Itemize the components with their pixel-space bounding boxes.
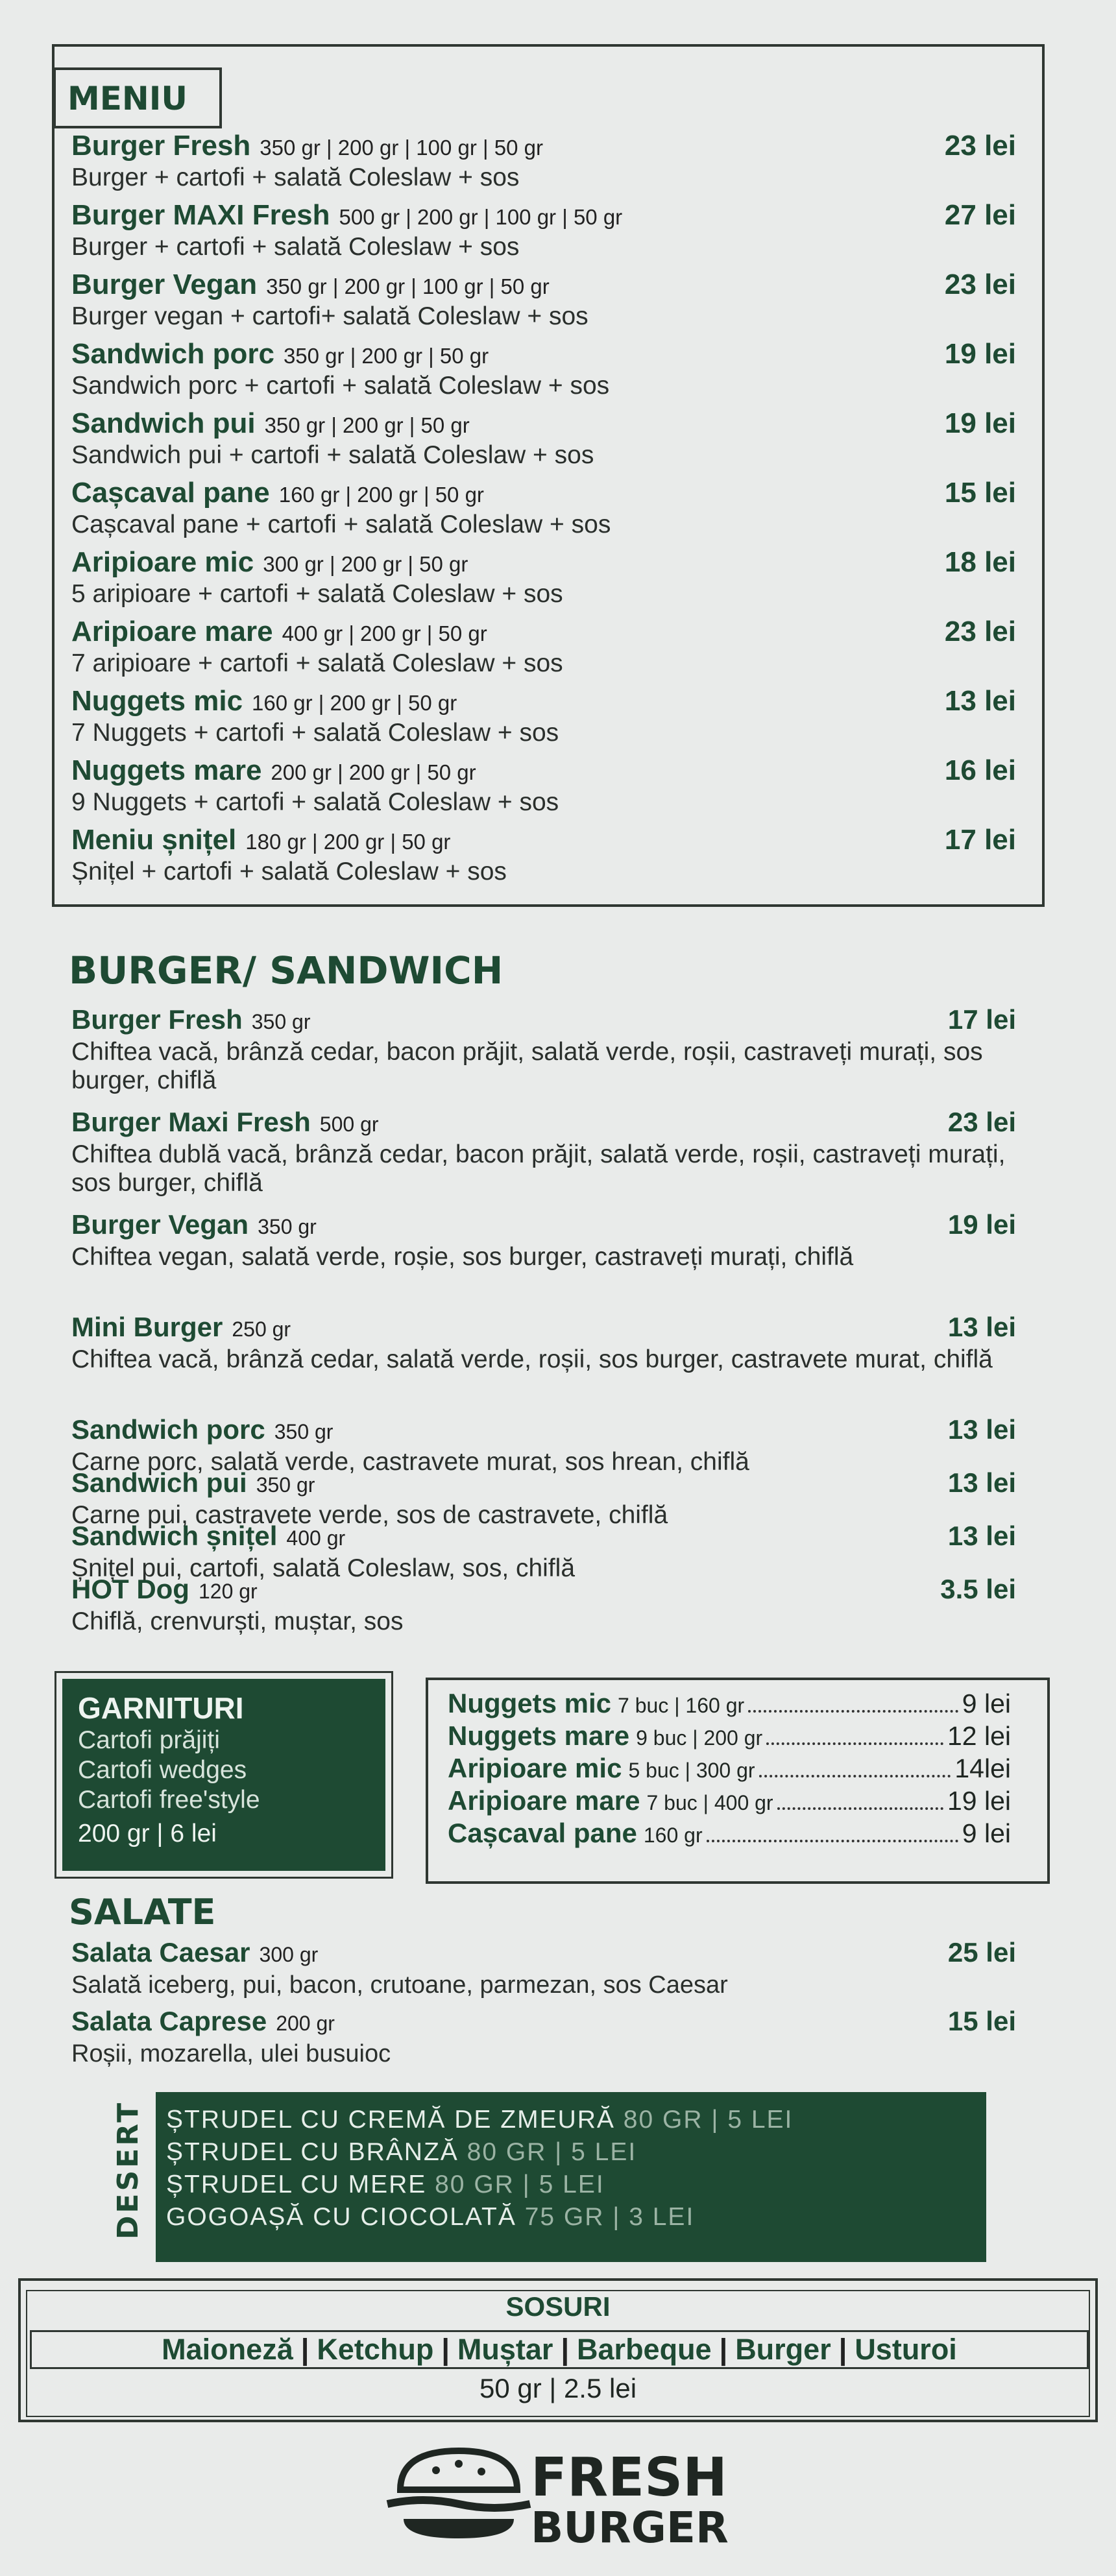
garnituri-title: GARNITURI — [78, 1691, 244, 1725]
menu-item — [71, 685, 1016, 747]
desert-item-name: ȘTRUDEL CU BRÂNZĂ — [166, 2138, 459, 2166]
item-description: Chiflă, crenvurști, muștar, sos — [71, 1607, 404, 1635]
item-name: Burger Fresh — [71, 130, 251, 162]
item-name: Burger Vegan — [71, 1209, 249, 1240]
item-name: HOT Dog — [71, 1574, 189, 1604]
garnituri-item: Cartofi prăjiți — [78, 1726, 220, 1754]
item-name: Cașcaval pane — [71, 477, 270, 509]
item-price: 13 lei — [947, 1467, 1016, 1498]
item-price: 19 lei — [944, 407, 1016, 439]
burger-section-title: BURGER/ SANDWICH — [69, 948, 503, 993]
garnituri-price: 200 gr | 6 lei — [78, 1820, 217, 1848]
item-description: Sandwich porc + cartofi + salată Coleslaw + sos — [71, 372, 610, 400]
item-name: Meniu șnițel — [71, 824, 237, 856]
item-weight: 300 gr — [259, 1943, 319, 1966]
sauce-item: Ketchup — [317, 2333, 434, 2366]
item-description: Burger + cartofi + salată Coleslaw + sos — [71, 163, 520, 191]
item-weight: 160 gr | 200 gr | 50 gr — [278, 483, 484, 507]
item-name: Sandwich pui — [71, 1467, 247, 1498]
item-price: 19 lei — [944, 338, 1016, 370]
item-price: 15 lei — [947, 2006, 1016, 2036]
menu-item — [71, 269, 1016, 331]
item-name: Salata Caesar — [71, 1937, 250, 1968]
side-name: Aripioare mic — [448, 1753, 622, 1783]
desert-item — [166, 2104, 986, 2136]
item-price: 25 lei — [947, 1937, 1016, 1968]
item-price: 3.5 lei — [940, 1574, 1016, 1604]
menu-item — [71, 1312, 1016, 1374]
sauce-item: Muștar — [457, 2333, 553, 2366]
menu-item — [71, 1574, 1016, 1636]
menu-item — [71, 1209, 1016, 1271]
item-description: Burger + cartofi + salată Coleslaw + sos — [71, 233, 520, 261]
item-description: 7 aripioare + cartofi + salată Coleslaw + sos — [71, 649, 563, 677]
item-weight: 350 gr — [256, 1473, 315, 1497]
item-name: Sandwich pui — [71, 407, 256, 439]
item-description: 7 Nuggets + cartofi + salată Coleslaw + sos — [71, 719, 559, 747]
side-name: Nuggets mic — [448, 1688, 612, 1718]
item-description: Șnițel + cartofi + salată Coleslaw + sos — [71, 858, 507, 885]
sauce-item: Burger — [735, 2333, 831, 2366]
desert-item-detail: 80 GR | 5 LEI — [435, 2171, 605, 2198]
item-description: Carne porc, salată verde, castravete murat, sos hrean, chiflă — [71, 1448, 749, 1476]
item-price: 13 lei — [944, 685, 1016, 717]
desert-label: DESERT — [112, 2100, 145, 2240]
item-description: Salată iceberg, pui, bacon, crutoane, parmezan, sos Caesar — [71, 1971, 728, 1999]
item-description: 5 aripioare + cartofi + salată Coleslaw + sos — [71, 580, 563, 608]
sauce-item: Usturoi — [855, 2333, 957, 2366]
item-description: Burger vegan + cartofi+ salată Coleslaw + sos — [71, 302, 588, 330]
menu-item — [71, 616, 1016, 678]
menu-item — [71, 1107, 1016, 1198]
menu-item — [71, 824, 1016, 886]
menu-item — [71, 1004, 1016, 1095]
item-price: 18 lei — [944, 546, 1016, 578]
menu-item — [71, 130, 1016, 192]
menu-item — [71, 754, 1016, 817]
menu-item — [71, 546, 1016, 608]
item-description: Roșii, mozarella, ulei busuioc — [71, 2040, 391, 2067]
item-description: Cașcaval pane + cartofi + salată Coleslaw + sos — [71, 511, 611, 538]
item-weight: 350 gr | 200 gr | 100 gr | 50 gr — [260, 136, 543, 160]
desert-item-detail: 80 GR | 5 LEI — [623, 2106, 794, 2134]
salate-section-title: SALATE — [69, 1892, 216, 1932]
garnituri-item: Cartofi wedges — [78, 1756, 247, 1784]
desert-item-name: ȘTRUDEL CU MERE — [166, 2171, 427, 2198]
item-name: Nuggets mare — [71, 754, 262, 786]
item-price: 16 lei — [944, 754, 1016, 786]
item-weight: 350 gr — [258, 1215, 317, 1238]
item-weight: 350 gr | 200 gr | 50 gr — [264, 413, 470, 437]
item-name: Mini Burger — [71, 1312, 223, 1342]
desert-item — [166, 2169, 986, 2201]
item-description: Șnițel pui, cartofi, salată Coleslaw, sos, chiflă — [71, 1554, 576, 1582]
item-weight: 200 gr | 200 gr | 50 gr — [271, 760, 476, 784]
item-name: Aripioare mic — [71, 546, 254, 578]
menu-item — [71, 199, 1016, 261]
item-weight: 120 gr — [198, 1580, 258, 1603]
item-name: Aripioare mare — [71, 616, 273, 647]
side-item — [448, 1818, 1011, 1850]
item-name: Sandwich porc — [71, 1414, 265, 1445]
sauce-list: Maioneză | Ketchup | Muștar | Barbeque | Burger | Usturoi — [30, 2331, 1089, 2368]
logo-line-2: BURGER — [531, 2503, 729, 2553]
side-name: Nuggets mare — [448, 1720, 630, 1751]
item-weight: 250 gr — [232, 1318, 291, 1341]
menu-section-title: MENIU — [53, 67, 222, 128]
menu-item — [71, 477, 1016, 539]
sosuri-title: SOSURI — [505, 2291, 611, 2322]
side-price: 14lei — [954, 1753, 1011, 1783]
item-price: 17 lei — [944, 824, 1016, 856]
burger-logo-icon — [384, 2444, 533, 2542]
side-name: Cașcaval pane — [448, 1818, 637, 1848]
item-description: Chiftea vacă, brânză cedar, salată verde, roșii, sos burger, castravete murat, chiflă — [71, 1345, 993, 1373]
item-price: 19 lei — [947, 1209, 1016, 1240]
item-name: Burger Maxi Fresh — [71, 1107, 311, 1137]
menu-item — [71, 338, 1016, 400]
desert-item-list — [166, 2104, 986, 2233]
item-description: 9 Nuggets + cartofi + salată Coleslaw + sos — [71, 788, 559, 816]
item-price: 23 lei — [944, 130, 1016, 162]
item-price: 13 lei — [947, 1312, 1016, 1342]
side-price: 12 lei — [947, 1721, 1011, 1751]
side-detail: 9 buc | 200 gr — [636, 1726, 763, 1750]
item-weight: 500 gr | 200 gr | 100 gr | 50 gr — [339, 205, 623, 229]
side-item — [448, 1785, 1011, 1818]
garnituri-item: Cartofi free'style — [78, 1786, 260, 1814]
item-price: 13 lei — [947, 1414, 1016, 1445]
item-weight: 350 gr — [274, 1420, 334, 1443]
desert-item-detail: 80 GR | 5 LEI — [467, 2138, 637, 2166]
item-description: Chiftea vacă, brânză cedar, bacon prăjit, salată verde, roșii, castraveți murați, sos burger, chiflă — [71, 1038, 983, 1094]
item-name: Salata Caprese — [71, 2006, 267, 2036]
item-weight: 400 gr — [286, 1526, 346, 1550]
side-item — [448, 1688, 1011, 1720]
side-price: 9 lei — [962, 1689, 1011, 1718]
item-weight: 350 gr | 200 gr | 50 gr — [283, 344, 489, 368]
item-price: 23 lei — [947, 1107, 1016, 1137]
desert-item — [166, 2201, 986, 2233]
item-name: Nuggets mic — [71, 685, 243, 717]
side-item — [448, 1753, 1011, 1785]
item-description: Chiftea vegan, salată verde, roșie, sos burger, castraveți murați, chiflă — [71, 1243, 854, 1271]
item-weight: 350 gr — [251, 1010, 311, 1033]
desert-item — [166, 2136, 986, 2169]
item-weight: 300 gr | 200 gr | 50 gr — [263, 552, 468, 576]
sosuri-price: 50 gr | 2.5 lei — [479, 2373, 637, 2403]
item-description: Chiftea dublă vacă, brânză cedar, bacon prăjit, salată verde, roșii, castraveți murați, sos burger, chiflă — [71, 1140, 1006, 1197]
item-description: Sandwich pui + cartofi + salată Coleslaw + sos — [71, 441, 594, 469]
item-weight: 180 gr | 200 gr | 50 gr — [245, 830, 451, 854]
item-price: 13 lei — [947, 1521, 1016, 1551]
side-item — [448, 1720, 1011, 1753]
desert-item-name: GOGOAȘĂ CU CIOCOLATĂ — [166, 2203, 516, 2231]
side-detail: 7 buc | 400 gr — [646, 1791, 773, 1814]
item-weight: 200 gr — [276, 2012, 335, 2035]
item-description: Carne pui, castravete verde, sos de castravete, chiflă — [71, 1501, 668, 1529]
sides-list — [448, 1688, 1011, 1850]
item-name: Burger Vegan — [71, 269, 258, 300]
desert-item-detail: 75 GR | 3 LEI — [524, 2203, 695, 2231]
side-name: Aripioare mare — [448, 1785, 640, 1816]
side-detail: 5 buc | 300 gr — [628, 1759, 755, 1782]
side-price: 19 lei — [947, 1786, 1011, 1816]
item-price: 15 lei — [944, 477, 1016, 509]
menu-item — [71, 1937, 1016, 1999]
menu-item — [71, 2006, 1016, 2068]
item-price: 17 lei — [947, 1004, 1016, 1035]
item-weight: 350 gr | 200 gr | 100 gr | 50 gr — [266, 274, 550, 298]
sauce-item: Maioneză — [162, 2333, 293, 2366]
logo-line-1: FRESH — [531, 2447, 727, 2509]
item-name: Sandwich porc — [71, 338, 274, 370]
item-price: 27 lei — [944, 199, 1016, 231]
item-price: 23 lei — [944, 616, 1016, 647]
item-name: Burger MAXI Fresh — [71, 199, 330, 231]
sauce-item: Barbeque — [577, 2333, 712, 2366]
item-weight: 160 gr | 200 gr | 50 gr — [252, 691, 457, 715]
side-detail: 7 buc | 160 gr — [618, 1694, 745, 1717]
item-weight: 500 gr — [319, 1113, 379, 1136]
item-name: Burger Fresh — [71, 1004, 243, 1035]
menu-item — [71, 407, 1016, 470]
garnituri-panel — [62, 1679, 385, 1871]
desert-panel — [156, 2092, 986, 2262]
item-weight: 400 gr | 200 gr | 50 gr — [282, 621, 487, 645]
item-price: 23 lei — [944, 269, 1016, 300]
item-name: Sandwich șnițel — [71, 1521, 278, 1551]
side-price: 9 lei — [962, 1818, 1011, 1848]
side-detail: 160 gr — [643, 1824, 703, 1847]
desert-item-name: ȘTRUDEL CU CREMĂ DE ZMEURĂ — [166, 2106, 615, 2134]
